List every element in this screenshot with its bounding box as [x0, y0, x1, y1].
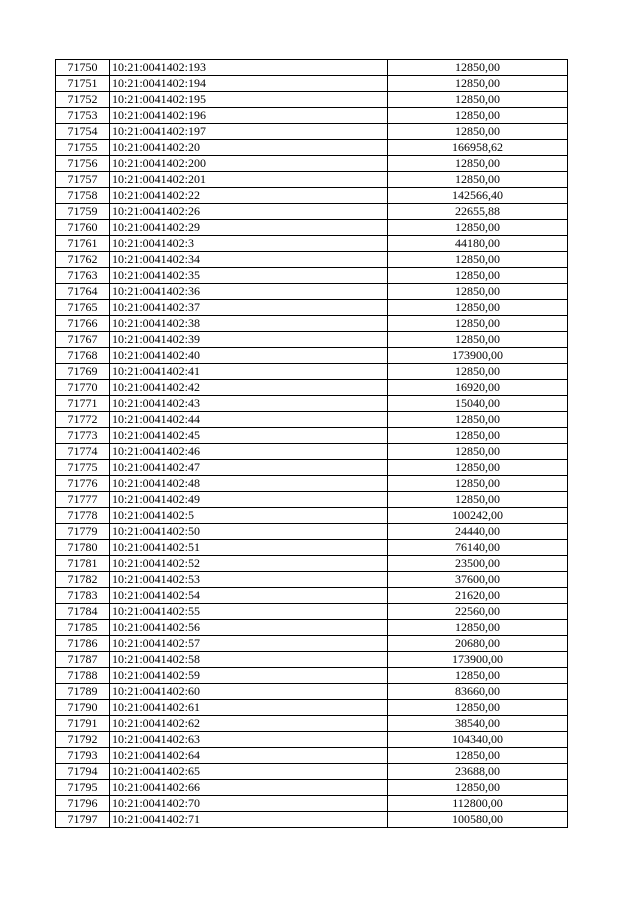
- cadastral-number-cell: 10:21:0041402:34: [110, 252, 388, 268]
- cadastral-number-cell: 10:21:0041402:200: [110, 156, 388, 172]
- cadastral-number-cell: 10:21:0041402:65: [110, 764, 388, 780]
- table-row: [56, 124, 568, 140]
- value-cell: 12850,00: [388, 92, 568, 108]
- table-row: [56, 716, 568, 732]
- table-row: [56, 524, 568, 540]
- cadastral-number-cell: 10:21:0041402:43: [110, 396, 388, 412]
- value-cell: 12850,00: [388, 108, 568, 124]
- row-number-cell: 71752: [56, 92, 110, 108]
- row-number-cell: 71794: [56, 764, 110, 780]
- table-row: [56, 780, 568, 796]
- value-cell: 12850,00: [388, 620, 568, 636]
- table-row: [56, 172, 568, 188]
- table-row: [56, 620, 568, 636]
- table-row: [56, 108, 568, 124]
- cadastral-number-cell: 10:21:0041402:53: [110, 572, 388, 588]
- table-row: [56, 540, 568, 556]
- cadastral-number-cell: 10:21:0041402:193: [110, 60, 388, 76]
- value-cell: 12850,00: [388, 476, 568, 492]
- cadastral-number-cell: 10:21:0041402:50: [110, 524, 388, 540]
- table-row: [56, 300, 568, 316]
- table-row: [56, 444, 568, 460]
- row-number-cell: 71765: [56, 300, 110, 316]
- table-row: [56, 268, 568, 284]
- cadastral-number-cell: 10:21:0041402:71: [110, 812, 388, 828]
- row-number-cell: 71789: [56, 684, 110, 700]
- row-number-cell: 71777: [56, 492, 110, 508]
- value-cell: 12850,00: [388, 252, 568, 268]
- cadastral-number-cell: 10:21:0041402:64: [110, 748, 388, 764]
- row-number-cell: 71780: [56, 540, 110, 556]
- row-number-cell: 71756: [56, 156, 110, 172]
- value-cell: 12850,00: [388, 460, 568, 476]
- cadastral-number-cell: 10:21:0041402:26: [110, 204, 388, 220]
- value-cell: 12850,00: [388, 700, 568, 716]
- table-row: [56, 492, 568, 508]
- value-cell: 12850,00: [388, 156, 568, 172]
- value-cell: 173900,00: [388, 652, 568, 668]
- table-row: [56, 428, 568, 444]
- value-cell: 44180,00: [388, 236, 568, 252]
- value-cell: 12850,00: [388, 364, 568, 380]
- cadastral-number-cell: 10:21:0041402:58: [110, 652, 388, 668]
- value-cell: 16920,00: [388, 380, 568, 396]
- cadastral-number-cell: 10:21:0041402:20: [110, 140, 388, 156]
- cadastral-number-cell: 10:21:0041402:62: [110, 716, 388, 732]
- row-number-cell: 71791: [56, 716, 110, 732]
- value-cell: 12850,00: [388, 76, 568, 92]
- value-cell: 12850,00: [388, 60, 568, 76]
- row-number-cell: 71769: [56, 364, 110, 380]
- row-number-cell: 71759: [56, 204, 110, 220]
- table-row: [56, 412, 568, 428]
- table-row: [56, 92, 568, 108]
- cadastral-number-cell: 10:21:0041402:52: [110, 556, 388, 572]
- cadastral-number-cell: 10:21:0041402:45: [110, 428, 388, 444]
- row-number-cell: 71783: [56, 588, 110, 604]
- cadastral-number-cell: 10:21:0041402:36: [110, 284, 388, 300]
- value-cell: 37600,00: [388, 572, 568, 588]
- table-row: [56, 60, 568, 76]
- table-row: [56, 748, 568, 764]
- row-number-cell: 71784: [56, 604, 110, 620]
- table-row: [56, 764, 568, 780]
- value-cell: 15040,00: [388, 396, 568, 412]
- table-row: [56, 572, 568, 588]
- value-cell: 21620,00: [388, 588, 568, 604]
- value-cell: 12850,00: [388, 444, 568, 460]
- row-number-cell: 71787: [56, 652, 110, 668]
- table-row: [56, 732, 568, 748]
- row-number-cell: 71753: [56, 108, 110, 124]
- cadastral-number-cell: 10:21:0041402:41: [110, 364, 388, 380]
- cadastral-number-cell: 10:21:0041402:47: [110, 460, 388, 476]
- cadastral-number-cell: 10:21:0041402:60: [110, 684, 388, 700]
- value-cell: 38540,00: [388, 716, 568, 732]
- cadastral-number-cell: 10:21:0041402:44: [110, 412, 388, 428]
- value-cell: 23688,00: [388, 764, 568, 780]
- value-cell: 12850,00: [388, 748, 568, 764]
- row-number-cell: 71767: [56, 332, 110, 348]
- value-cell: 166958,62: [388, 140, 568, 156]
- table-row: [56, 812, 568, 828]
- row-number-cell: 71778: [56, 508, 110, 524]
- row-number-cell: 71776: [56, 476, 110, 492]
- row-number-cell: 71792: [56, 732, 110, 748]
- cadastral-number-cell: 10:21:0041402:35: [110, 268, 388, 284]
- cadastral-number-cell: 10:21:0041402:55: [110, 604, 388, 620]
- value-cell: 12850,00: [388, 300, 568, 316]
- table-row: [56, 604, 568, 620]
- value-cell: 173900,00: [388, 348, 568, 364]
- table-row: [56, 556, 568, 572]
- row-number-cell: 71786: [56, 636, 110, 652]
- cadastral-number-cell: 10:21:0041402:63: [110, 732, 388, 748]
- row-number-cell: 71763: [56, 268, 110, 284]
- row-number-cell: 71766: [56, 316, 110, 332]
- row-number-cell: 71771: [56, 396, 110, 412]
- row-number-cell: 71775: [56, 460, 110, 476]
- row-number-cell: 71768: [56, 348, 110, 364]
- value-cell: 12850,00: [388, 332, 568, 348]
- table-row: [56, 236, 568, 252]
- row-number-cell: 71788: [56, 668, 110, 684]
- value-cell: 100242,00: [388, 508, 568, 524]
- row-number-cell: 71754: [56, 124, 110, 140]
- cadastral-number-cell: 10:21:0041402:5: [110, 508, 388, 524]
- cadastral-value-table: [55, 59, 568, 828]
- table-row: [56, 380, 568, 396]
- table-row: [56, 332, 568, 348]
- row-number-cell: 71790: [56, 700, 110, 716]
- table-body: [56, 60, 568, 828]
- table-row: [56, 700, 568, 716]
- cadastral-number-cell: 10:21:0041402:46: [110, 444, 388, 460]
- table-row: [56, 348, 568, 364]
- table-row: [56, 140, 568, 156]
- table-row: [56, 316, 568, 332]
- table-row: [56, 652, 568, 668]
- cadastral-number-cell: 10:21:0041402:57: [110, 636, 388, 652]
- cadastral-number-cell: 10:21:0041402:38: [110, 316, 388, 332]
- row-number-cell: 71774: [56, 444, 110, 460]
- table-row: [56, 508, 568, 524]
- table-row: [56, 636, 568, 652]
- value-cell: 12850,00: [388, 268, 568, 284]
- value-cell: 104340,00: [388, 732, 568, 748]
- table-row: [56, 188, 568, 204]
- cadastral-number-cell: 10:21:0041402:61: [110, 700, 388, 716]
- value-cell: 83660,00: [388, 684, 568, 700]
- value-cell: 20680,00: [388, 636, 568, 652]
- table-row: [56, 252, 568, 268]
- value-cell: 24440,00: [388, 524, 568, 540]
- cadastral-number-cell: 10:21:0041402:195: [110, 92, 388, 108]
- row-number-cell: 71785: [56, 620, 110, 636]
- value-cell: 100580,00: [388, 812, 568, 828]
- value-cell: 12850,00: [388, 780, 568, 796]
- row-number-cell: 71773: [56, 428, 110, 444]
- value-cell: 112800,00: [388, 796, 568, 812]
- table-row: [56, 396, 568, 412]
- table-row: [56, 684, 568, 700]
- row-number-cell: 71757: [56, 172, 110, 188]
- row-number-cell: 71772: [56, 412, 110, 428]
- table-row: [56, 364, 568, 380]
- row-number-cell: 71797: [56, 812, 110, 828]
- row-number-cell: 71761: [56, 236, 110, 252]
- table-row: [56, 284, 568, 300]
- cadastral-number-cell: 10:21:0041402:39: [110, 332, 388, 348]
- row-number-cell: 71755: [56, 140, 110, 156]
- cadastral-number-cell: 10:21:0041402:37: [110, 300, 388, 316]
- value-cell: 12850,00: [388, 220, 568, 236]
- cadastral-number-cell: 10:21:0041402:56: [110, 620, 388, 636]
- value-cell: 142566,40: [388, 188, 568, 204]
- row-number-cell: 71751: [56, 76, 110, 92]
- table-row: [56, 156, 568, 172]
- value-cell: 23500,00: [388, 556, 568, 572]
- cadastral-number-cell: 10:21:0041402:201: [110, 172, 388, 188]
- cadastral-number-cell: 10:21:0041402:49: [110, 492, 388, 508]
- row-number-cell: 71770: [56, 380, 110, 396]
- value-cell: 12850,00: [388, 428, 568, 444]
- row-number-cell: 71782: [56, 572, 110, 588]
- table-row: [56, 220, 568, 236]
- row-number-cell: 71758: [56, 188, 110, 204]
- cadastral-number-cell: 10:21:0041402:70: [110, 796, 388, 812]
- value-cell: 22560,00: [388, 604, 568, 620]
- cadastral-number-cell: 10:21:0041402:22: [110, 188, 388, 204]
- cadastral-number-cell: 10:21:0041402:196: [110, 108, 388, 124]
- table-row: [56, 76, 568, 92]
- cadastral-number-cell: 10:21:0041402:48: [110, 476, 388, 492]
- table-row: [56, 460, 568, 476]
- value-cell: 12850,00: [388, 124, 568, 140]
- cadastral-number-cell: 10:21:0041402:59: [110, 668, 388, 684]
- value-cell: 12850,00: [388, 412, 568, 428]
- cadastral-number-cell: 10:21:0041402:51: [110, 540, 388, 556]
- value-cell: 22655,88: [388, 204, 568, 220]
- cadastral-number-cell: 10:21:0041402:54: [110, 588, 388, 604]
- cadastral-number-cell: 10:21:0041402:197: [110, 124, 388, 140]
- cadastral-number-cell: 10:21:0041402:40: [110, 348, 388, 364]
- value-cell: 12850,00: [388, 284, 568, 300]
- table-row: [56, 668, 568, 684]
- cadastral-number-cell: 10:21:0041402:29: [110, 220, 388, 236]
- table-row: [56, 476, 568, 492]
- cadastral-number-cell: 10:21:0041402:42: [110, 380, 388, 396]
- value-cell: 12850,00: [388, 492, 568, 508]
- value-cell: 12850,00: [388, 316, 568, 332]
- row-number-cell: 71795: [56, 780, 110, 796]
- row-number-cell: 71779: [56, 524, 110, 540]
- cadastral-number-cell: 10:21:0041402:194: [110, 76, 388, 92]
- value-cell: 12850,00: [388, 668, 568, 684]
- row-number-cell: 71760: [56, 220, 110, 236]
- table-row: [56, 204, 568, 220]
- cadastral-number-cell: 10:21:0041402:66: [110, 780, 388, 796]
- value-cell: 76140,00: [388, 540, 568, 556]
- row-number-cell: 71781: [56, 556, 110, 572]
- row-number-cell: 71764: [56, 284, 110, 300]
- table-row: [56, 588, 568, 604]
- row-number-cell: 71762: [56, 252, 110, 268]
- value-cell: 12850,00: [388, 172, 568, 188]
- row-number-cell: 71750: [56, 60, 110, 76]
- row-number-cell: 71793: [56, 748, 110, 764]
- cadastral-number-cell: 10:21:0041402:3: [110, 236, 388, 252]
- row-number-cell: 71796: [56, 796, 110, 812]
- table-row: [56, 796, 568, 812]
